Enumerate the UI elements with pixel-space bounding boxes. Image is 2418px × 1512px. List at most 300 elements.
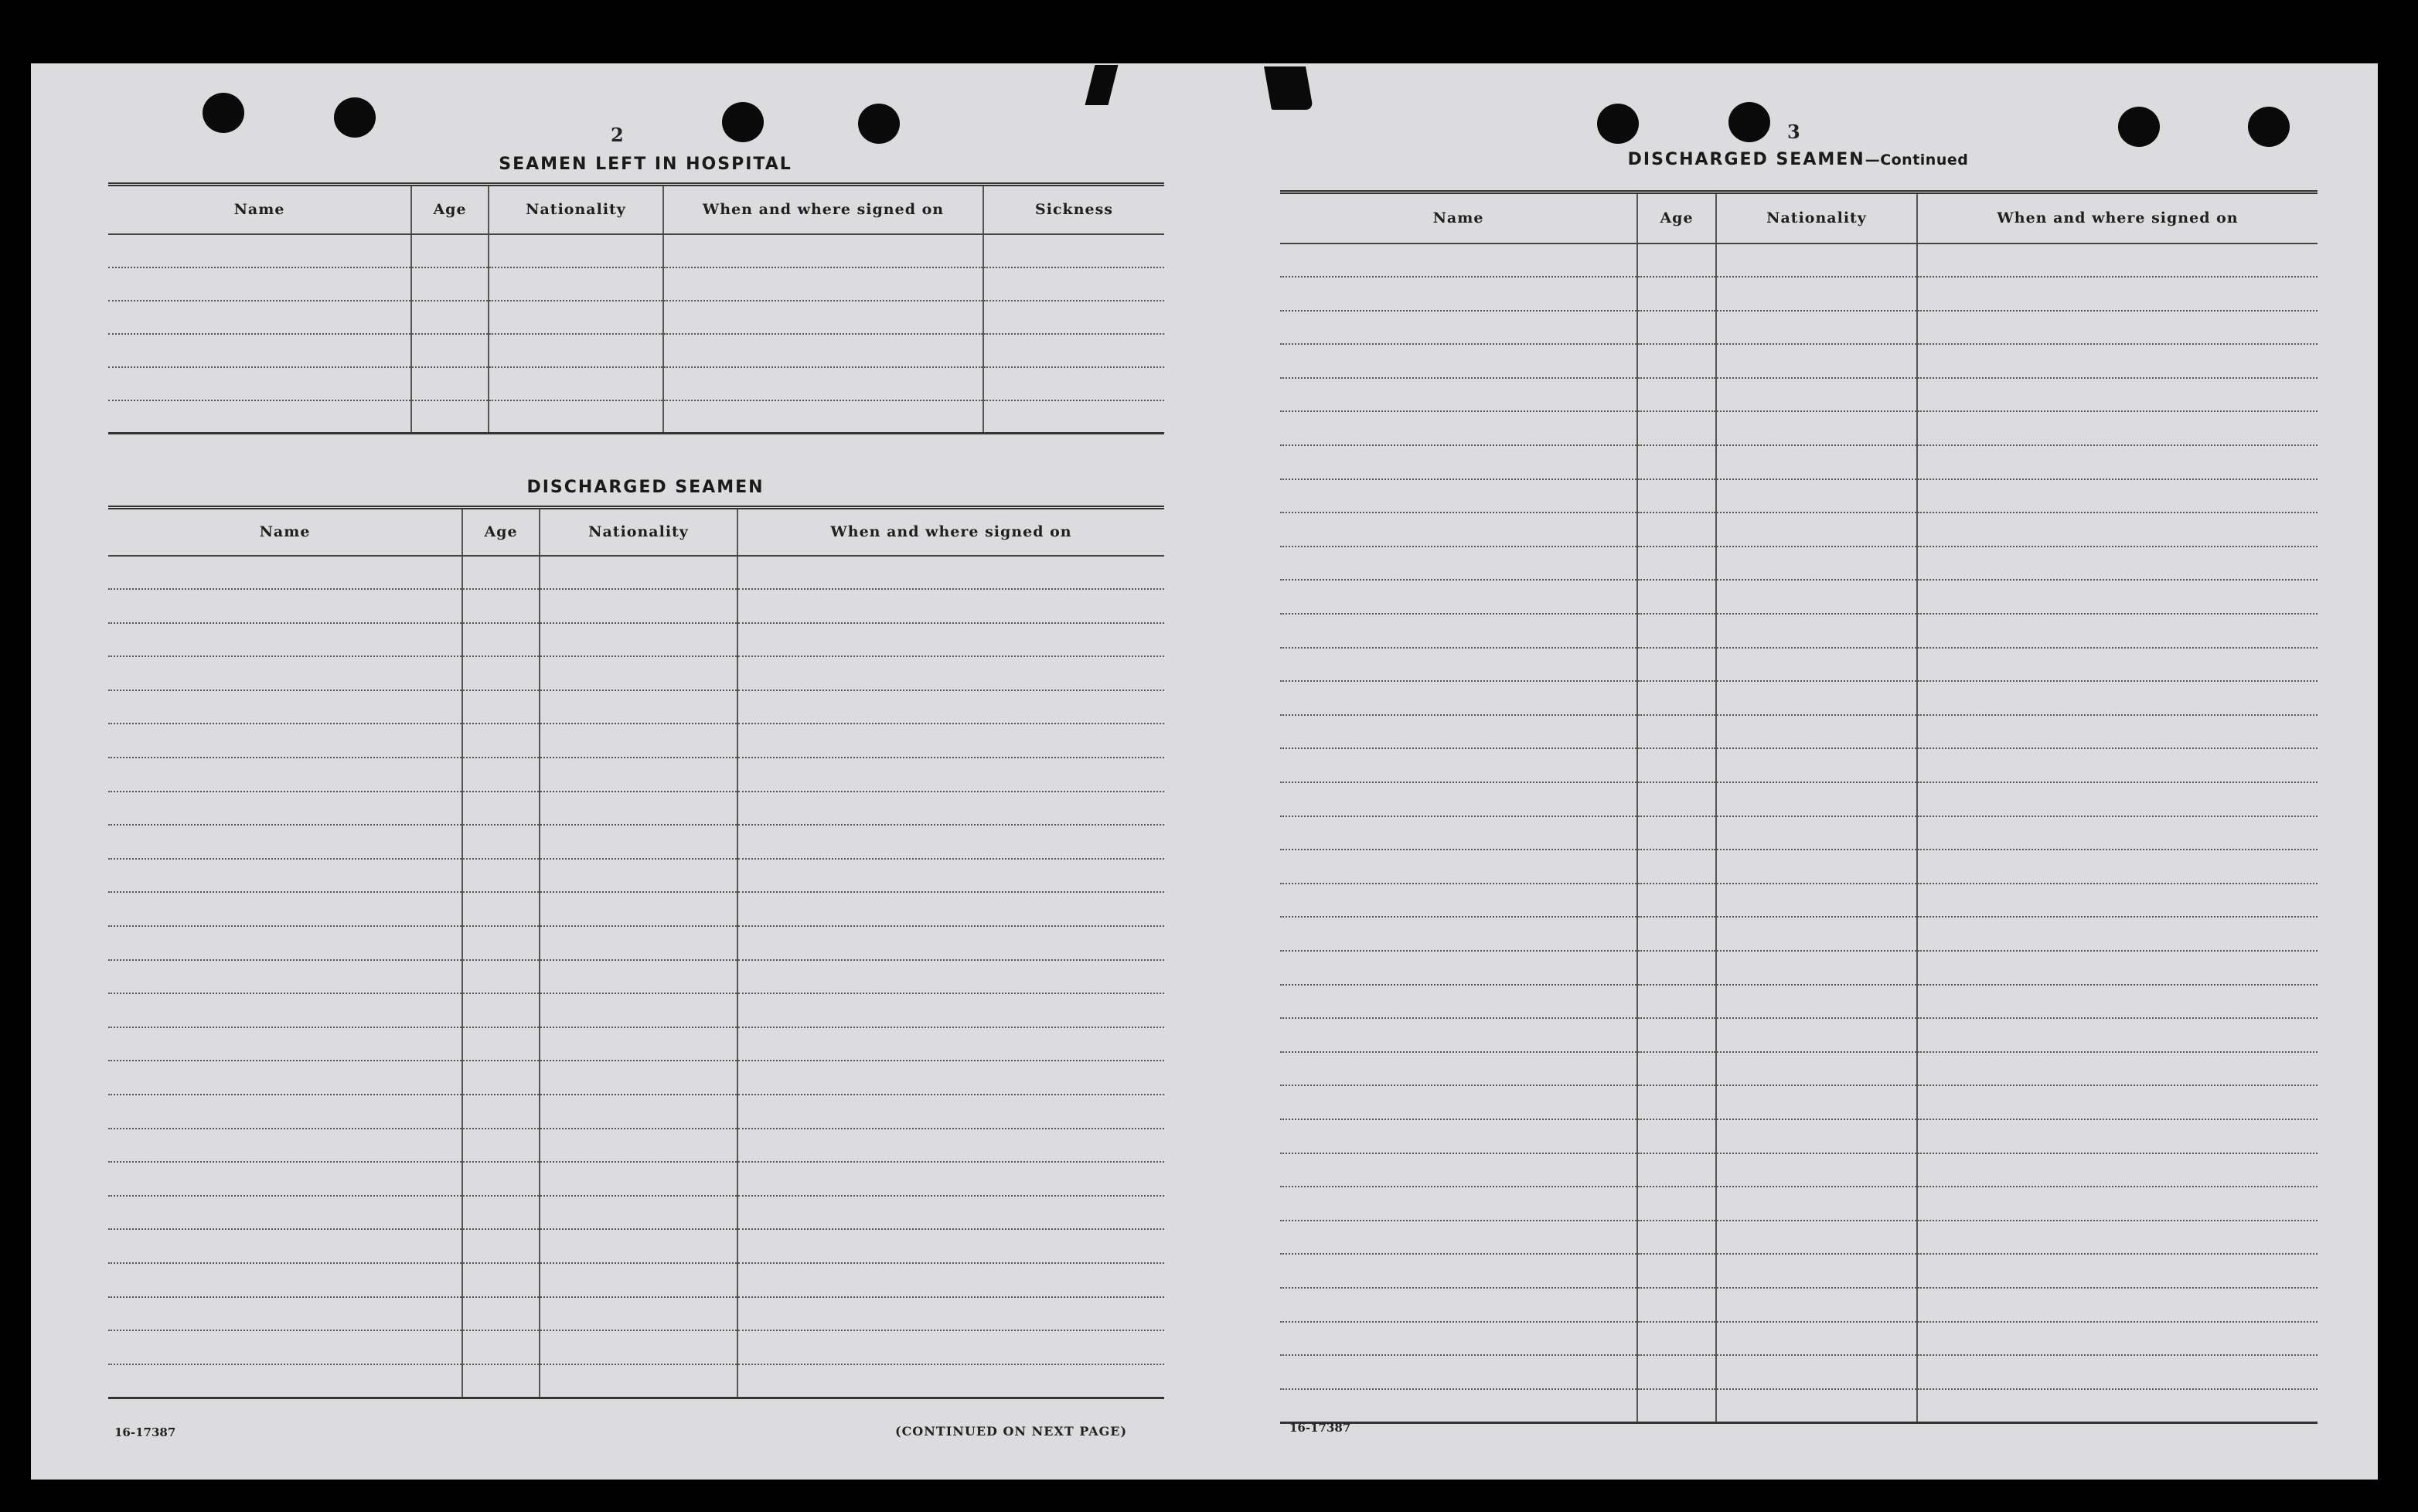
table-row [1280, 243, 2318, 278]
table-cell [1917, 884, 2318, 918]
table-cell [1716, 1052, 1917, 1086]
punch-hole [1728, 102, 1770, 142]
table-row [1280, 715, 2318, 749]
table-cell [1637, 1355, 1716, 1389]
table-cell [540, 1263, 737, 1297]
table-cell [108, 792, 462, 826]
table-cell [108, 1061, 462, 1095]
table-cell [1637, 1119, 1716, 1153]
table-cell [737, 623, 1164, 657]
table-cell [462, 993, 540, 1027]
table-cell [737, 859, 1164, 893]
table-cell [1637, 580, 1716, 614]
table-cell [737, 892, 1164, 926]
table-cell [983, 301, 1164, 334]
table-row [108, 1263, 1164, 1297]
table-cell [462, 1129, 540, 1163]
column-header-name: Name [1280, 192, 1637, 243]
table-row [108, 926, 1164, 960]
table-row [108, 960, 1164, 994]
table-cell [462, 1196, 540, 1230]
punch-hole [203, 93, 244, 133]
table-cell [108, 400, 411, 434]
table-row [1280, 411, 2318, 445]
punch-hole [858, 104, 900, 144]
column-header-nationality: Nationality [1716, 192, 1917, 243]
table-cell [737, 1061, 1164, 1095]
table-cell [1637, 1153, 1716, 1187]
table-cell [1637, 748, 1716, 782]
table-cell [1280, 513, 1637, 547]
table-cell [1917, 311, 2318, 345]
table-row [1280, 277, 2318, 311]
table-cell [1637, 1389, 1716, 1423]
table-row [1280, 1085, 2318, 1119]
table-cell [1280, 748, 1637, 782]
table-cell [1716, 277, 1917, 311]
page-number: 3 [1787, 121, 1800, 143]
table-cell [108, 690, 462, 724]
torn-edge [1085, 65, 1119, 105]
table-cell [1637, 614, 1716, 648]
table-cell [540, 623, 737, 657]
paper-sheet [31, 63, 2378, 1480]
table-cell [108, 724, 462, 758]
table-cell [462, 1027, 540, 1061]
table-cell [1637, 445, 1716, 479]
table-cell [1637, 479, 1716, 513]
table-cell [1917, 1389, 2318, 1423]
section-title-text: DISCHARGED SEAMEN [1627, 150, 1865, 169]
table-row [1280, 547, 2318, 581]
table-cell [462, 690, 540, 724]
table-cell [462, 1061, 540, 1095]
discharged-continued-table [1280, 190, 2318, 1424]
table-cell [462, 1330, 540, 1364]
column-header-signed-on: When and where signed on [737, 508, 1164, 556]
table-cell [663, 334, 983, 367]
table-cell [663, 301, 983, 334]
table-cell [108, 825, 462, 859]
table-cell [737, 690, 1164, 724]
table-cell [737, 1129, 1164, 1163]
table-cell [489, 267, 663, 301]
table-cell [737, 1095, 1164, 1129]
table-cell [1637, 311, 1716, 345]
table-cell [489, 334, 663, 367]
table-cell [1280, 1052, 1637, 1086]
page-number: 2 [611, 124, 624, 146]
table-cell [737, 825, 1164, 859]
table-cell [1917, 378, 2318, 412]
table-row [108, 656, 1164, 690]
table-cell [462, 556, 540, 590]
table-row [108, 825, 1164, 859]
table-cell [540, 1129, 737, 1163]
table-cell [1280, 884, 1637, 918]
table-cell [1280, 1288, 1637, 1322]
table-cell [1716, 681, 1917, 715]
table-cell [1716, 479, 1917, 513]
table-cell [1716, 1119, 1917, 1153]
table-cell [108, 623, 462, 657]
table-cell [1280, 411, 1637, 445]
table-cell [1716, 445, 1917, 479]
table-cell [1716, 1355, 1917, 1389]
table-body [108, 234, 1164, 434]
column-header-signed-on: When and where signed on [1917, 192, 2318, 243]
table-row [108, 367, 1164, 400]
table-row [1280, 311, 2318, 345]
table-cell [1637, 378, 1716, 412]
table-cell [108, 589, 462, 623]
table-cell [1917, 479, 2318, 513]
table-cell [1716, 1153, 1917, 1187]
table-cell [411, 267, 489, 301]
table-cell [1716, 850, 1917, 884]
table-cell [462, 1229, 540, 1263]
table-cell [1637, 1018, 1716, 1052]
table-cell [108, 234, 411, 267]
table-row [108, 334, 1164, 367]
table-cell [1917, 445, 2318, 479]
table-cell [540, 1027, 737, 1061]
table-cell [462, 589, 540, 623]
table-cell [1716, 917, 1917, 951]
table-cell [737, 1162, 1164, 1196]
table-cell [108, 1229, 462, 1263]
table-cell [1917, 985, 2318, 1019]
table-cell [1280, 311, 1637, 345]
punch-hole [722, 102, 764, 142]
table-cell [1917, 1085, 2318, 1119]
table-row [108, 1330, 1164, 1364]
table-row [1280, 1322, 2318, 1356]
table-cell [540, 960, 737, 994]
table-row [108, 1162, 1164, 1196]
table-cell [1917, 1119, 2318, 1153]
table-cell [1917, 1153, 2318, 1187]
table-row [108, 724, 1164, 758]
table-cell [1917, 782, 2318, 816]
table-cell [462, 1297, 540, 1331]
table-cell [462, 825, 540, 859]
table-cell [462, 1263, 540, 1297]
table-cell [1716, 715, 1917, 749]
table-cell [1917, 1355, 2318, 1389]
table-row [1280, 748, 2318, 782]
table-cell [1637, 985, 1716, 1019]
table-cell [1280, 1187, 1637, 1221]
table-row [1280, 850, 2318, 884]
table-cell [737, 1196, 1164, 1230]
column-header-age: Age [1637, 192, 1716, 243]
table-cell [1716, 1389, 1917, 1423]
table-cell [737, 589, 1164, 623]
table-cell [1637, 411, 1716, 445]
table-cell [489, 234, 663, 267]
table-cell [411, 234, 489, 267]
table-cell [1280, 547, 1637, 581]
table-cell [1917, 344, 2318, 378]
table-cell [462, 758, 540, 792]
table-cell [1716, 547, 1917, 581]
table-row [108, 1027, 1164, 1061]
table-cell [462, 623, 540, 657]
table-cell [540, 1364, 737, 1398]
table-cell [489, 301, 663, 334]
table-cell [108, 1330, 462, 1364]
table-cell [1917, 648, 2318, 682]
table-cell [411, 334, 489, 367]
table-cell [737, 758, 1164, 792]
table-cell [663, 267, 983, 301]
table-cell [737, 656, 1164, 690]
table-cell [1917, 580, 2318, 614]
table-cell [1280, 816, 1637, 850]
table-cell [1716, 884, 1917, 918]
table-cell [1280, 1221, 1637, 1255]
table-cell [1716, 614, 1917, 648]
column-header-name: Name [108, 185, 411, 234]
table-cell [1917, 917, 2318, 951]
table-cell [108, 1297, 462, 1331]
table-cell [1280, 614, 1637, 648]
table-cell [411, 400, 489, 434]
table-cell [108, 859, 462, 893]
table-row [1280, 884, 2318, 918]
table-cell [1637, 884, 1716, 918]
table-row [1280, 917, 2318, 951]
table-cell [1716, 648, 1917, 682]
table-cell [1716, 985, 1917, 1019]
table-cell [462, 1095, 540, 1129]
table-row [1280, 513, 2318, 547]
table-cell [1637, 547, 1716, 581]
table-cell [540, 758, 737, 792]
table-row [1280, 378, 2318, 412]
table-cell [1637, 344, 1716, 378]
table-cell [1280, 1085, 1637, 1119]
table-cell [540, 589, 737, 623]
table-cell [1716, 243, 1917, 278]
table-cell [540, 556, 737, 590]
table-cell [1637, 850, 1716, 884]
form-number: 16-17387 [114, 1425, 176, 1439]
table-row [108, 993, 1164, 1027]
table-cell [540, 690, 737, 724]
table-cell [540, 656, 737, 690]
hospital-table [108, 182, 1164, 434]
table-cell [462, 960, 540, 994]
table-cell [540, 1196, 737, 1230]
table-row [1280, 1221, 2318, 1255]
table-row [1280, 1355, 2318, 1389]
table-cell [540, 724, 737, 758]
table-cell [983, 334, 1164, 367]
punch-hole [2248, 107, 2290, 147]
table-cell [1716, 1322, 1917, 1356]
table-cell [737, 1229, 1164, 1263]
table-row [1280, 1018, 2318, 1052]
table-cell [1716, 782, 1917, 816]
table-cell [1716, 1221, 1917, 1255]
table-cell [540, 1162, 737, 1196]
table-row [108, 1297, 1164, 1331]
table-cell [540, 1297, 737, 1331]
table-cell [1637, 243, 1716, 278]
table-row [1280, 1288, 2318, 1322]
table-cell [1917, 816, 2318, 850]
punch-hole [334, 97, 376, 138]
table-row [108, 556, 1164, 590]
table-cell [737, 792, 1164, 826]
table-cell [1716, 411, 1917, 445]
table-row [108, 1061, 1164, 1095]
table-cell [983, 234, 1164, 267]
table-cell [1917, 547, 2318, 581]
table-row [1280, 1153, 2318, 1187]
table-cell [1637, 1221, 1716, 1255]
table-cell [1917, 748, 2318, 782]
section-title-suffix: —Continued [1865, 152, 1969, 169]
table-cell [1917, 1187, 2318, 1221]
table-cell [737, 724, 1164, 758]
table-cell [1280, 715, 1637, 749]
table-cell [1280, 1389, 1637, 1423]
table-row [108, 301, 1164, 334]
table-cell [1716, 580, 1917, 614]
table-cell [108, 267, 411, 301]
table-cell [540, 1330, 737, 1364]
table-cell [1716, 344, 1917, 378]
table-row [108, 1129, 1164, 1163]
column-header-name: Name [108, 508, 462, 556]
table-cell [1917, 614, 2318, 648]
table-row [108, 1196, 1164, 1230]
table-body [1280, 243, 2318, 1423]
punch-hole [2118, 107, 2160, 147]
table-cell [737, 926, 1164, 960]
table-cell [1917, 513, 2318, 547]
table-cell [1280, 1018, 1637, 1052]
table-cell [1917, 1288, 2318, 1322]
table-cell [411, 301, 489, 334]
table-cell [663, 400, 983, 434]
table-cell [1280, 344, 1637, 378]
table-cell [1637, 715, 1716, 749]
table-cell [663, 367, 983, 400]
table-cell [411, 367, 489, 400]
table-cell [1280, 1254, 1637, 1288]
table-row [108, 234, 1164, 267]
table-cell [108, 656, 462, 690]
punch-hole [1597, 104, 1639, 144]
table-cell [1917, 715, 2318, 749]
table-cell [1280, 479, 1637, 513]
column-header-signed-on: When and where signed on [663, 185, 983, 234]
table-cell [1280, 1153, 1637, 1187]
table-cell [1637, 1187, 1716, 1221]
table-cell [1280, 985, 1637, 1019]
table-row [1280, 816, 2318, 850]
table-cell [108, 960, 462, 994]
table-cell [737, 993, 1164, 1027]
table-row [1280, 1389, 2318, 1423]
table-cell [462, 926, 540, 960]
table-cell [1637, 1085, 1716, 1119]
table-cell [462, 859, 540, 893]
table-cell [540, 926, 737, 960]
table-cell [1280, 782, 1637, 816]
table-cell [540, 792, 737, 826]
table-cell [1637, 681, 1716, 715]
table-row [108, 859, 1164, 893]
column-header-age: Age [411, 185, 489, 234]
table-cell [1716, 748, 1917, 782]
table-cell [1637, 816, 1716, 850]
discharged-section-title: DISCHARGED SEAMEN [526, 478, 765, 497]
table-row [1280, 479, 2318, 513]
table-cell [1716, 378, 1917, 412]
table-cell [1280, 445, 1637, 479]
table-cell [1280, 378, 1637, 412]
table-cell [1716, 951, 1917, 985]
table-cell [1280, 243, 1637, 278]
table-cell [1917, 1221, 2318, 1255]
table-row [108, 1364, 1164, 1398]
table-cell [1917, 243, 2318, 278]
table-cell [108, 993, 462, 1027]
table-cell [1716, 513, 1917, 547]
table-cell [489, 400, 663, 434]
table-cell [462, 792, 540, 826]
table-cell [462, 1364, 540, 1398]
table-cell [1280, 648, 1637, 682]
table-cell [1917, 1052, 2318, 1086]
table-cell [1280, 277, 1637, 311]
table-cell [1917, 951, 2318, 985]
table-row [108, 400, 1164, 434]
table-cell [1637, 1322, 1716, 1356]
table-cell [108, 1162, 462, 1196]
table-cell [1716, 1018, 1917, 1052]
table-cell [1917, 681, 2318, 715]
table-cell [1280, 1119, 1637, 1153]
table-cell [540, 859, 737, 893]
table-cell [108, 1027, 462, 1061]
table-row [108, 892, 1164, 926]
table-cell [737, 1027, 1164, 1061]
table-cell [1280, 580, 1637, 614]
table-cell [540, 1095, 737, 1129]
table-row [1280, 985, 2318, 1019]
table-cell [108, 1263, 462, 1297]
table-cell [1716, 816, 1917, 850]
table-row [1280, 951, 2318, 985]
table-row [108, 267, 1164, 301]
table-cell [540, 825, 737, 859]
table-row [1280, 1187, 2318, 1221]
table-cell [1280, 850, 1637, 884]
table-cell [1280, 951, 1637, 985]
table-cell [737, 1330, 1164, 1364]
table-row [108, 1229, 1164, 1263]
table-cell [1637, 782, 1716, 816]
table-row [1280, 1254, 2318, 1288]
table-cell [108, 1129, 462, 1163]
table-cell [462, 1162, 540, 1196]
